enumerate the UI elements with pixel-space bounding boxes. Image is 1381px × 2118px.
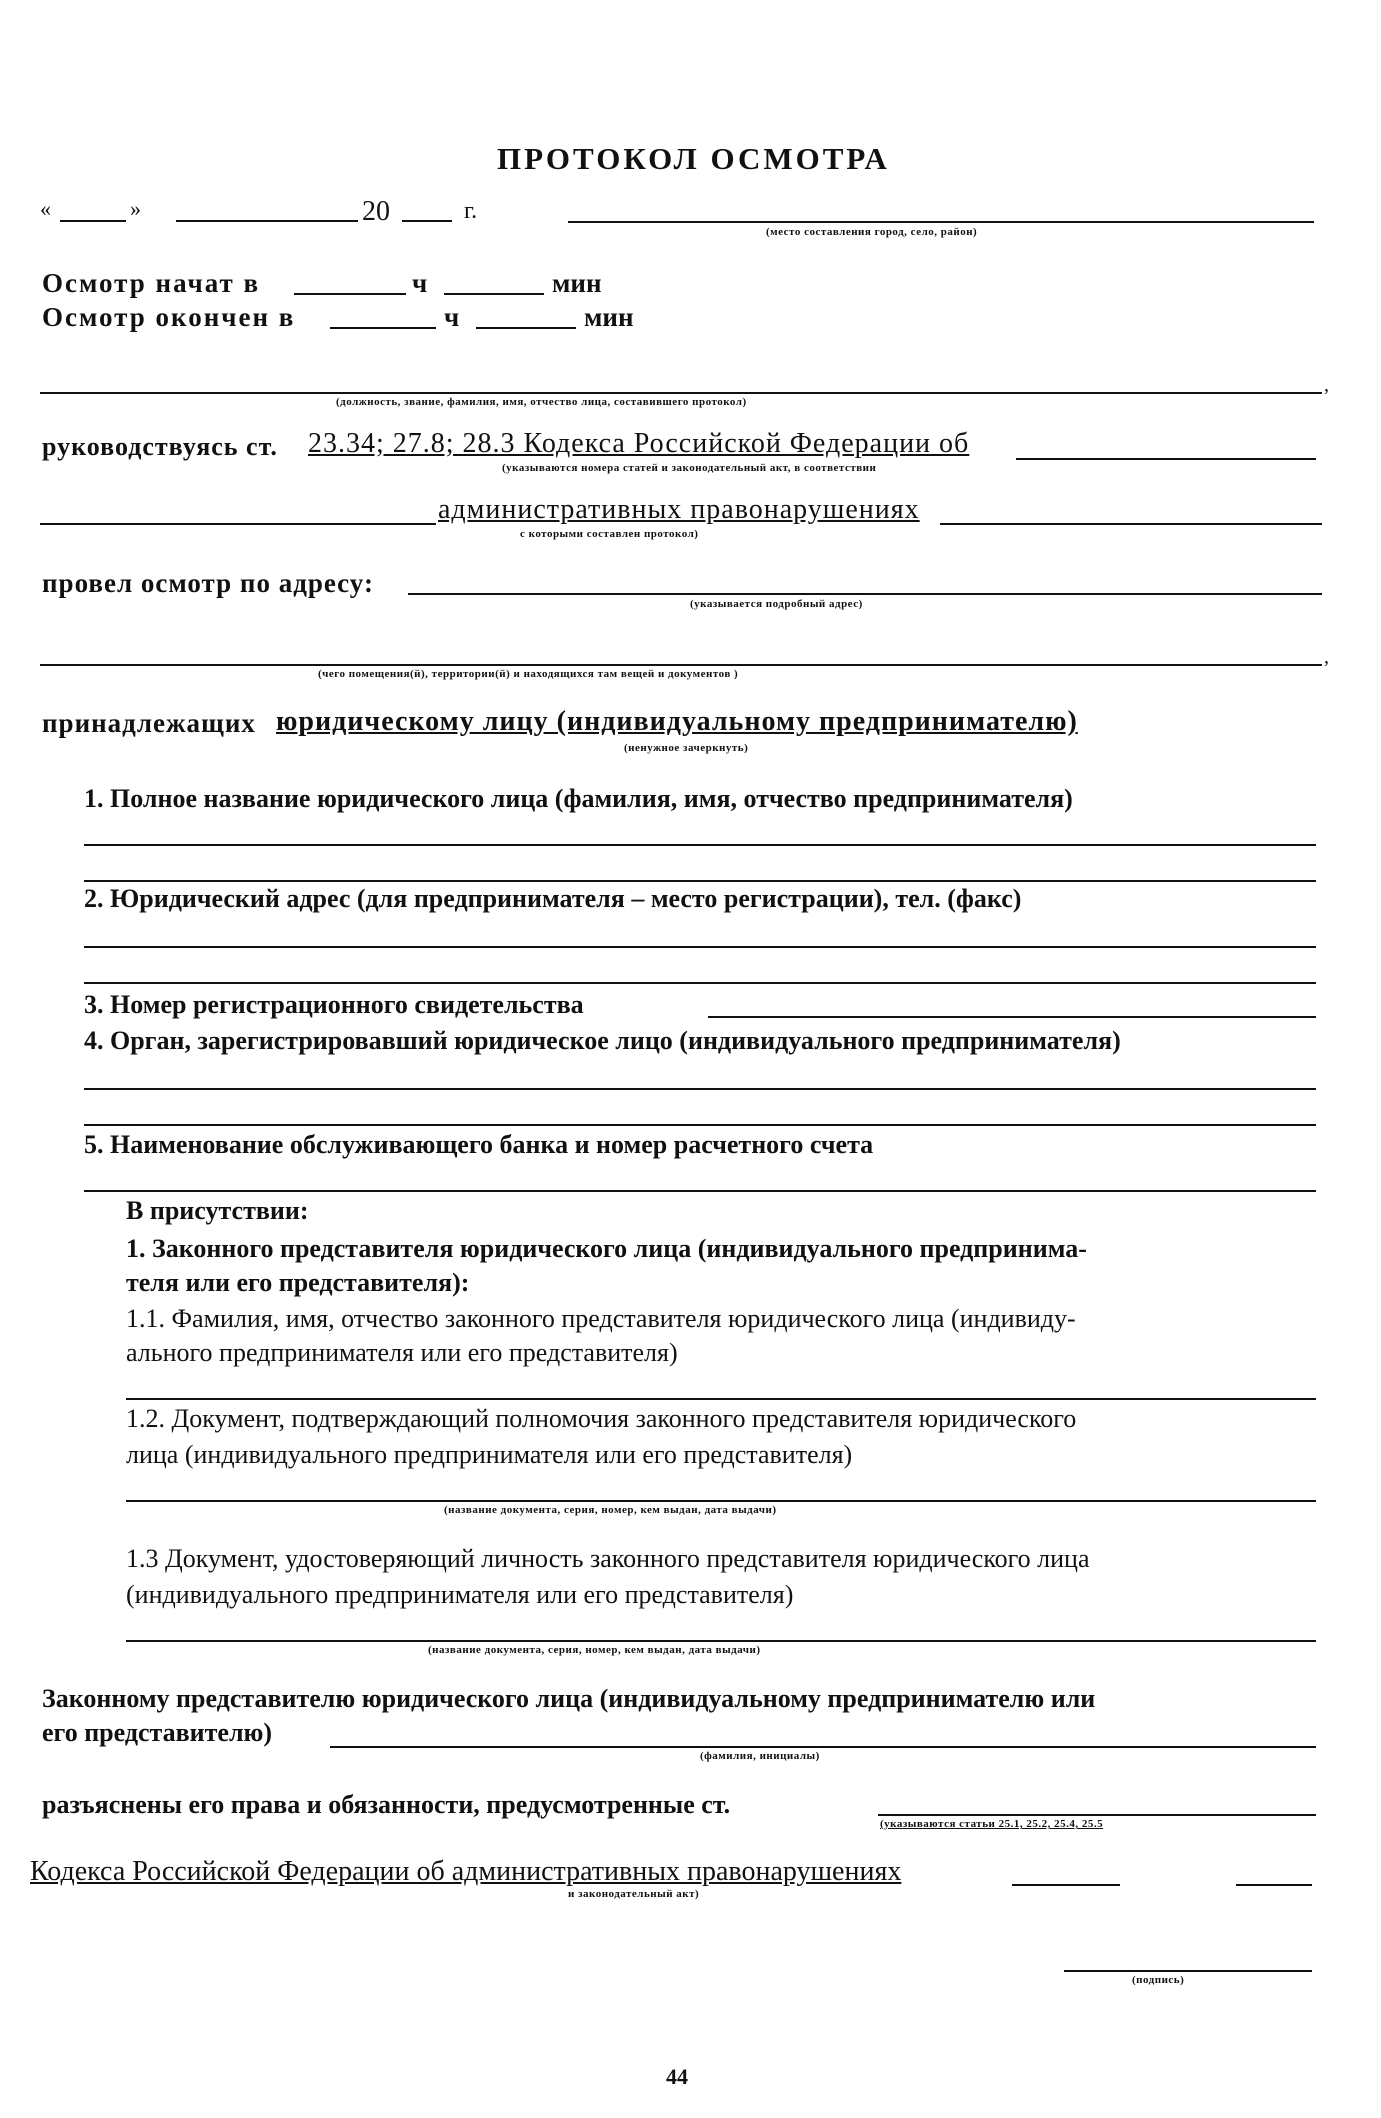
item-1-line-2[interactable] — [84, 880, 1316, 882]
rights-line2: его представителю) — [42, 1718, 273, 1747]
month-field[interactable] — [176, 220, 358, 222]
end-minutes-field[interactable] — [476, 327, 576, 329]
presence-p13-line1: 1.3 Документ, удостоверяющий личность законного представителя юридического лица — [126, 1544, 1090, 1573]
presence-p11-field[interactable] — [126, 1398, 1316, 1400]
presence-p13-line2: (индивидуального предпринимателя или его представителя) — [126, 1580, 794, 1609]
official-comma: , — [1324, 374, 1329, 396]
premises-comma: , — [1324, 646, 1329, 668]
signature-field[interactable] — [1064, 1970, 1312, 1972]
start-minutes-label: мин — [552, 268, 602, 298]
end-label: Осмотр окончен в — [42, 302, 296, 332]
item-2-line-2[interactable] — [84, 982, 1316, 984]
item-2-label: 2. Юридический адрес (для предпринимателя – место регистрации), тел. (факс) — [84, 884, 1022, 913]
guided-field2-left[interactable] — [40, 523, 436, 525]
address-caption: (указывается подробный адрес) — [690, 598, 863, 610]
rights-code-field-2[interactable] — [1236, 1884, 1312, 1886]
year-suffix: г. — [464, 198, 478, 224]
item-1-line-1[interactable] — [84, 844, 1316, 846]
item-5-label: 5. Наименование обслуживающего банка и номер расчетного счета — [84, 1130, 874, 1159]
item-3-label: 3. Номер регистрационного свидетельства — [84, 990, 584, 1019]
rights-articles-field[interactable] — [878, 1814, 1316, 1816]
rights-articles-caption: (указываются статьи 25.1, 25.2, 25.4, 25.5 — [880, 1818, 1104, 1830]
item-1-label: 1. Полное название юридического лица (фамилия, имя, отчество предпринимателя) — [84, 784, 1073, 813]
item-4-label: 4. Орган, зарегистрировавший юридическое лицо (индивидуального предпринимателя) — [84, 1026, 1121, 1055]
rights-code-caption: и законодательный акт) — [568, 1888, 700, 1900]
presence-p12-caption: (название документа, серия, номер, кем выдан, дата выдачи) — [444, 1504, 777, 1516]
year-field[interactable] — [402, 220, 452, 222]
item-3-field[interactable] — [708, 1016, 1316, 1018]
guided-label: руководствуясь ст. — [42, 432, 278, 461]
guided-field-tail[interactable] — [1016, 458, 1316, 460]
guided-value: 23.34; 27.8; 28.3 Кодекса Российской Федерации об — [308, 428, 970, 459]
rights-name-caption: (фамилия, инициалы) — [700, 1750, 820, 1762]
guided-caption2: с которыми составлен протокол) — [520, 528, 699, 540]
start-minutes-field[interactable] — [444, 293, 544, 295]
presence-p12-line2: лица (индивидуального предпринимателя или его представителя) — [126, 1440, 853, 1469]
presence-p1-line2: теля или его представителя): — [126, 1268, 470, 1297]
presence-p13-caption: (название документа, серия, номер, кем выдан, дата выдачи) — [428, 1644, 761, 1656]
presence-p12-field[interactable] — [126, 1500, 1316, 1502]
quote-close: » — [130, 196, 141, 221]
premises-field[interactable] — [40, 664, 1322, 666]
page-number: 44 — [666, 2064, 688, 2089]
end-minutes-label: мин — [584, 302, 634, 332]
quote-open: « — [40, 196, 51, 221]
start-label: Осмотр начат в — [42, 268, 261, 298]
rights-code-field[interactable] — [1012, 1884, 1120, 1886]
owner-caption: (ненужное зачеркнуть) — [624, 742, 749, 754]
start-hours-field[interactable] — [294, 293, 406, 295]
owner-value: юридическому лицу (индивидуальному предпринимателю) — [276, 706, 1078, 737]
rights-name-field[interactable] — [330, 1746, 1316, 1748]
presence-p13-field[interactable] — [126, 1640, 1316, 1642]
address-field[interactable] — [408, 593, 1322, 595]
item-5-field[interactable] — [84, 1190, 1316, 1192]
owner-label: принадлежащих — [42, 708, 256, 738]
presence-p11-line2: ального предпринимателя или его представителя) — [126, 1338, 678, 1367]
place-field[interactable] — [568, 221, 1314, 223]
rights-line1: Законному представителю юридического лица (индивидуальному предпринимателю или — [42, 1684, 1096, 1713]
presence-p11-line1: 1.1. Фамилия, имя, отчество законного представителя юридического лица (индивиду- — [126, 1304, 1076, 1333]
item-4-line-1[interactable] — [84, 1088, 1316, 1090]
guided-caption: (указываются номера статей и законодательный акт, в соответствии — [502, 462, 877, 474]
rights-line3: разъяснены его права и обязанности, предусмотренные ст. — [42, 1790, 731, 1819]
presence-p12-line1: 1.2. Документ, подтверждающий полномочия законного представителя юридического — [126, 1404, 1077, 1433]
year-prefix: 20 — [362, 196, 390, 227]
item-2-line-1[interactable] — [84, 946, 1316, 948]
place-caption: (место составления город, село, район) — [766, 226, 978, 238]
guided-value2: административных правонарушениях — [438, 494, 920, 525]
presence-p1-line1: 1. Законного представителя юридического лица (индивидуального предпринима- — [126, 1234, 1087, 1263]
address-label: провел осмотр по адресу: — [42, 568, 374, 598]
guided-field2-right[interactable] — [940, 523, 1322, 525]
end-hours-field[interactable] — [330, 327, 436, 329]
official-caption: (должность, звание, фамилия, имя, отчество лица, составившего протокол) — [336, 396, 747, 408]
day-field[interactable] — [60, 220, 126, 222]
page-title: ПРОТОКОЛ ОСМОТРА — [497, 141, 890, 176]
signature-caption: (подпись) — [1132, 1974, 1185, 1986]
item-4-line-2[interactable] — [84, 1124, 1316, 1126]
start-hours-label: ч — [412, 268, 428, 298]
end-hours-label: ч — [444, 302, 460, 332]
presence-heading: В присутствии: — [126, 1196, 309, 1225]
official-field[interactable] — [40, 392, 1322, 394]
premises-caption: (чего помещения(й), территории(й) и находящихся там вещей и документов ) — [318, 668, 739, 680]
rights-code: Кодекса Российской Федерации об административных правонарушениях — [30, 1856, 902, 1887]
